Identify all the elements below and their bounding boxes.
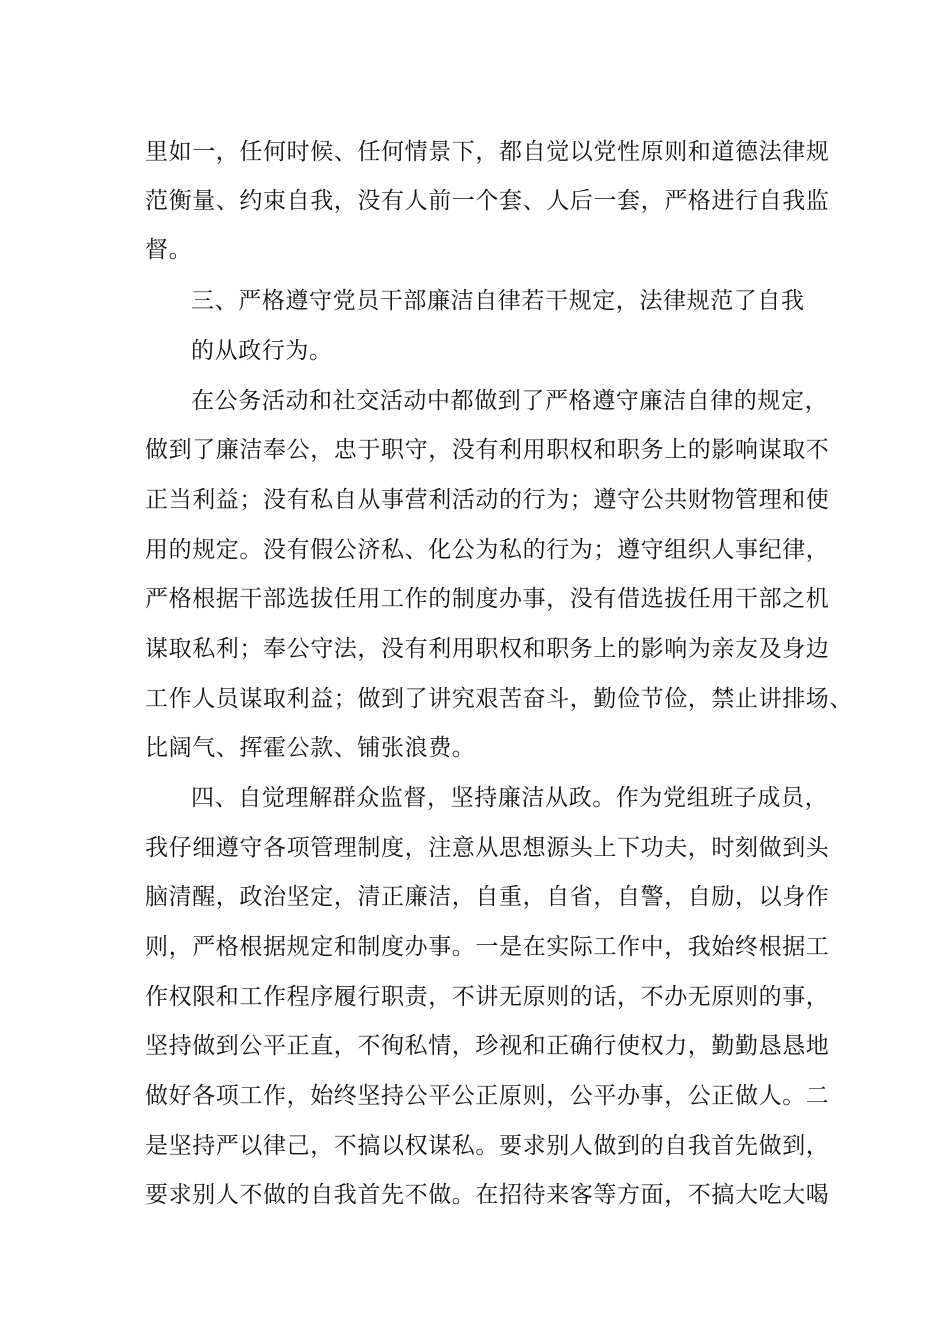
text-line: 用的规定。没有假公济私、化公为私的行为；遵守组织人事纪律， <box>145 537 830 563</box>
text-line: 在公务活动和社交活动中都做到了严格遵守廉洁自律的规定， <box>191 388 829 414</box>
text-line: 严格根据干部选拔任用工作的制度办事，没有借选拔任用干部之机 <box>145 586 830 612</box>
section-heading-line: 四、自觉理解群众监督，坚持廉洁从政。作为党组班子成员， <box>191 785 829 811</box>
section-heading-line: 三、严格遵守党员干部廉洁自律若干规定，法律规范了自我 <box>191 288 805 314</box>
text-line: 脑清醒，政治坚定，清正廉洁，自重，自省，自警，自励，以身作 <box>145 884 830 910</box>
text-line: 坚持做到公平正直，不徇私情，珍视和正确行使权力，勤勤恳恳地 <box>145 1033 830 1059</box>
text-line: 则，严格根据规定和制度办事。一是在实际工作中，我始终根据工 <box>145 934 830 960</box>
text-line: 里如一，任何时候、任何情景下，都自觉以党性原则和道德法律规 <box>145 139 830 165</box>
text-line: 工作人员谋取利益；做到了讲究艰苦奋斗，勤俭节俭，禁止讲排场、 <box>145 686 853 712</box>
text-line: 谋取私利；奉公守法，没有利用职权和职务上的影响为亲友及身边 <box>145 636 830 662</box>
text-line: 督。 <box>145 237 193 263</box>
text-line: 要求别人不做的自我首先不做。在招待来客等方面，不搞大吃大喝 <box>145 1182 830 1208</box>
text-line: 我仔细遵守各项管理制度，注意从思想源头上下功夫，时刻做到头 <box>145 835 830 861</box>
text-line: 是坚持严以律己，不搞以权谋私。要求别人做到的自我首先做到， <box>145 1133 830 1159</box>
text-line: 比阔气、挥霍公款、铺张浪费。 <box>145 735 476 761</box>
text-line: 作权限和工作程序履行职责，不讲无原则的话，不办无原则的事， <box>145 984 830 1010</box>
section-heading-line: 的从政行为。 <box>191 338 333 364</box>
text-line: 正当利益；没有私自从事营利活动的行为；遵守公共财物管理和使 <box>145 487 830 513</box>
text-line: 范衡量、约束自我，没有人前一个套、人后一套，严格进行自我监 <box>145 188 830 214</box>
text-line: 做好各项工作，始终坚持公平公正原则，公平办事，公正做人。二 <box>145 1083 830 1109</box>
text-line: 做到了廉洁奉公，忠于职守，没有利用职权和职务上的影响谋取不 <box>145 437 830 463</box>
